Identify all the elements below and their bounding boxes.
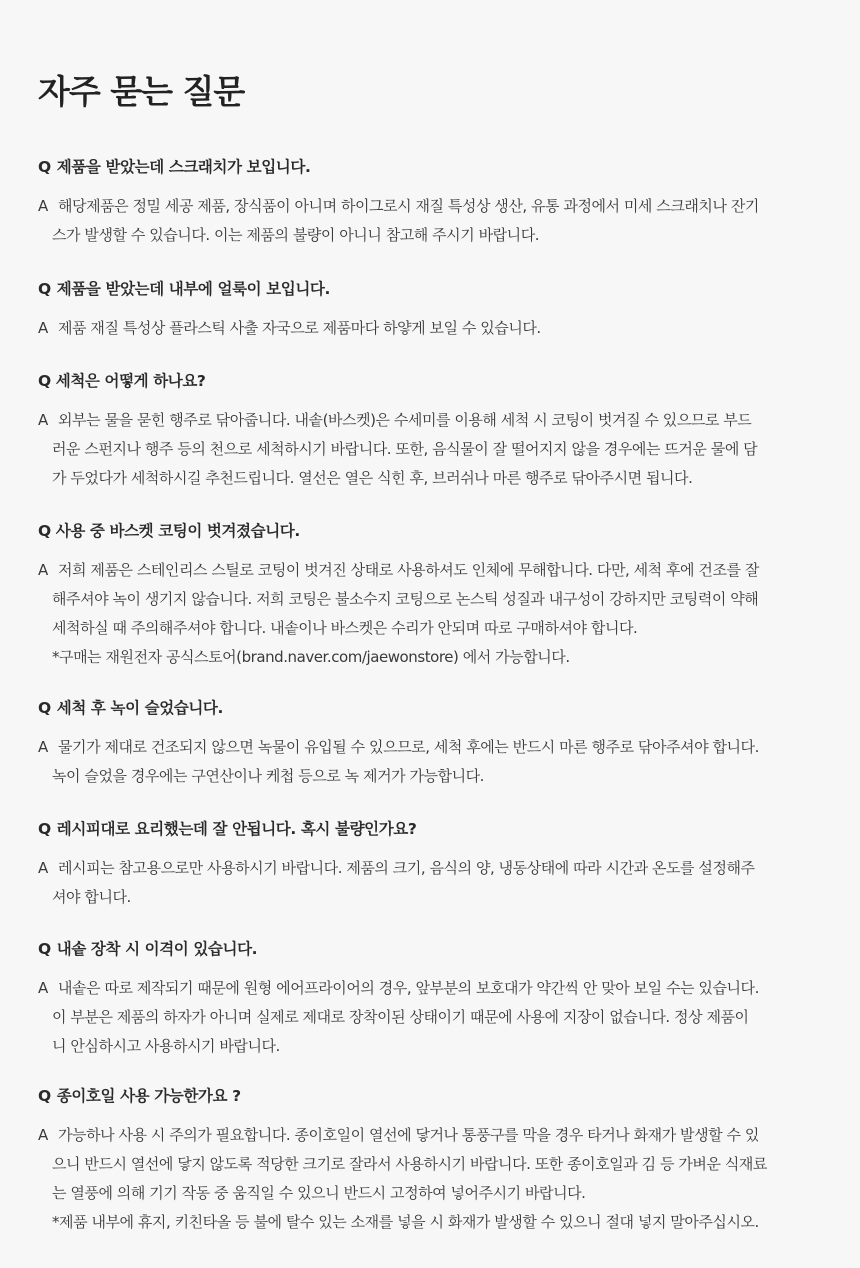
faq-answer bbox=[38, 556, 828, 672]
faq-item bbox=[38, 278, 828, 343]
faq-question bbox=[38, 697, 828, 719]
question-text: 레시피대로 요리했는데 잘 안됩니다. 혹시 불량인가요? bbox=[56, 820, 417, 838]
answer-marker: A bbox=[38, 197, 48, 215]
answer-line: 녹이 슬었을 경우에는 구연산이나 케첩 등으로 녹 제거가 가능합니다. bbox=[52, 767, 484, 785]
faq-answer bbox=[38, 1121, 828, 1237]
answer-line: 러운 스펀지나 행주 등의 천으로 세척하시기 바랍니다. 또한, 음식물이 잘 떨어지지 않을 경우에는 뜨거운 물에 담 bbox=[52, 440, 758, 458]
question-marker: Q bbox=[38, 820, 51, 838]
answer-line: 세척하실 때 주의해주셔야 합니다. 내솥이나 바스켓은 수리가 안되며 따로 구매하셔야 합니다. bbox=[52, 619, 638, 637]
answer-line: 셔야 합니다. bbox=[52, 888, 131, 906]
answer-line: 외부는 물을 묻힌 행주로 닦아줍니다. 내솥(바스켓)은 수세미를 이용해 세척 시 코팅이 벗겨질 수 있으므로 부드 bbox=[58, 411, 752, 429]
question-marker: Q bbox=[38, 1087, 51, 1105]
faq-item bbox=[38, 697, 828, 791]
question-marker: Q bbox=[38, 158, 51, 176]
question-text: 종이호일 사용 가능한가요 ? bbox=[56, 1087, 241, 1105]
faq-answer bbox=[38, 854, 828, 912]
faq-question bbox=[38, 520, 828, 542]
faq-answer bbox=[38, 733, 828, 791]
question-marker: Q bbox=[38, 699, 51, 717]
answer-note: *제품 내부에 휴지, 키친타올 등 불에 탈수 있는 소재를 넣을 시 화재가 발생할 수 있으니 절대 넣지 말아주십시오. bbox=[52, 1213, 759, 1231]
answer-marker: A bbox=[38, 561, 48, 579]
faq-question bbox=[38, 818, 828, 840]
answer-line: 레시피는 참고용으로만 사용하시기 바랍니다. 제품의 크기, 음식의 양, 냉동상태에 따라 시간과 온도를 설정해주 bbox=[58, 859, 755, 877]
faq-item bbox=[38, 520, 828, 672]
faq-question bbox=[38, 1085, 828, 1107]
answer-line: 가 두었다가 세척하시길 추천드립니다. 열선은 열은 식힌 후, 브러쉬나 마른 행주로 닦아주시면 됩니다. bbox=[52, 469, 693, 487]
faq-answer bbox=[38, 314, 828, 343]
question-marker: Q bbox=[38, 280, 51, 298]
answer-marker: A bbox=[38, 738, 48, 756]
faq-item bbox=[38, 818, 828, 912]
answer-line: 제품 재질 특성상 플라스틱 사출 자국으로 제품마다 하얗게 보일 수 있습니다. bbox=[58, 319, 541, 337]
answer-marker: A bbox=[38, 1126, 48, 1144]
faq-answer bbox=[38, 192, 828, 250]
faq-item bbox=[38, 938, 828, 1061]
faq-item bbox=[38, 1085, 828, 1237]
faq-item bbox=[38, 370, 828, 493]
question-text: 제품을 받았는데 스크래치가 보입니다. bbox=[56, 158, 311, 176]
answer-line: 해당제품은 정밀 세공 제품, 장식품이 아니며 하이그로시 재질 특성상 생산, 유통 과정에서 미세 스크래치나 잔기 bbox=[58, 197, 759, 215]
question-marker: Q bbox=[38, 940, 51, 958]
page-title: 자주 묻는 질문 bbox=[38, 72, 245, 111]
faq-question bbox=[38, 278, 828, 300]
question-text: 내솥 장착 시 이격이 있습니다. bbox=[56, 940, 258, 958]
faq-item bbox=[38, 156, 828, 250]
answer-line: 가능하나 사용 시 주의가 필요합니다. 종이호일이 열선에 닿거나 통풍구를 막을 경우 타거나 화재가 발생할 수 있 bbox=[58, 1126, 759, 1144]
answer-line: 내솥은 따로 제작되기 때문에 원형 에어프라이어의 경우, 앞부분의 보호대가 약간씩 안 맞아 보일 수는 있습니다. bbox=[58, 979, 759, 997]
faq-question bbox=[38, 156, 828, 178]
question-text: 세척 후 녹이 슬었습니다. bbox=[56, 699, 223, 717]
answer-marker: A bbox=[38, 979, 48, 997]
answer-line: 물기가 제대로 건조되지 않으면 녹물이 유입될 수 있으므로, 세척 후에는 반드시 마른 행주로 닦아주셔야 합니다. bbox=[58, 738, 759, 756]
question-text: 사용 중 바스켓 코팅이 벗겨졌습니다. bbox=[55, 522, 300, 540]
question-marker: Q bbox=[38, 522, 51, 540]
question-text: 세척은 어떻게 하나요? bbox=[55, 372, 206, 390]
faq-question bbox=[38, 938, 828, 960]
answer-note: *구매는 재원전자 공식스토어(brand.naver.com/jaewonstore) 에서 가능합니다. bbox=[52, 648, 570, 666]
answer-line: 해주셔야 녹이 생기지 않습니다. 저희 코팅은 불소수지 코팅으로 논스틱 성질과 내구성이 강하지만 코팅력이 약해 bbox=[52, 590, 759, 608]
faq-answer bbox=[38, 406, 828, 493]
answer-line: 으니 반드시 열선에 닿지 않도록 적당한 크기로 잘라서 사용하시기 바랍니다. 또한 종이호일과 김 등 가벼운 식재료 bbox=[52, 1155, 767, 1173]
answer-line: 이 부분은 제품의 하자가 아니며 실제로 제대로 장착이된 상태이기 때문에 사용에 지장이 없습니다. 정상 제품이 bbox=[52, 1008, 749, 1026]
answer-line: 저희 제품은 스테인리스 스틸로 코팅이 벗겨진 상태로 사용하셔도 인체에 무해합니다. 다만, 세척 후에 건조를 잘 bbox=[58, 561, 759, 579]
question-marker: Q bbox=[38, 372, 51, 390]
answer-line: 니 안심하시고 사용하시기 바랍니다. bbox=[52, 1037, 280, 1055]
answer-line: 스가 발생할 수 있습니다. 이는 제품의 불량이 아니니 참고해 주시기 바랍니다. bbox=[52, 226, 540, 244]
faq-answer bbox=[38, 974, 828, 1061]
answer-marker: A bbox=[38, 319, 48, 337]
answer-marker: A bbox=[38, 411, 48, 429]
question-text: 제품을 받았는데 내부에 얼룩이 보입니다. bbox=[56, 280, 330, 298]
answer-marker: A bbox=[38, 859, 48, 877]
answer-line: 는 열풍에 의해 기기 작동 중 움직일 수 있으니 반드시 고정하여 넣어주시기 바랍니다. bbox=[52, 1184, 586, 1202]
faq-question bbox=[38, 370, 828, 392]
